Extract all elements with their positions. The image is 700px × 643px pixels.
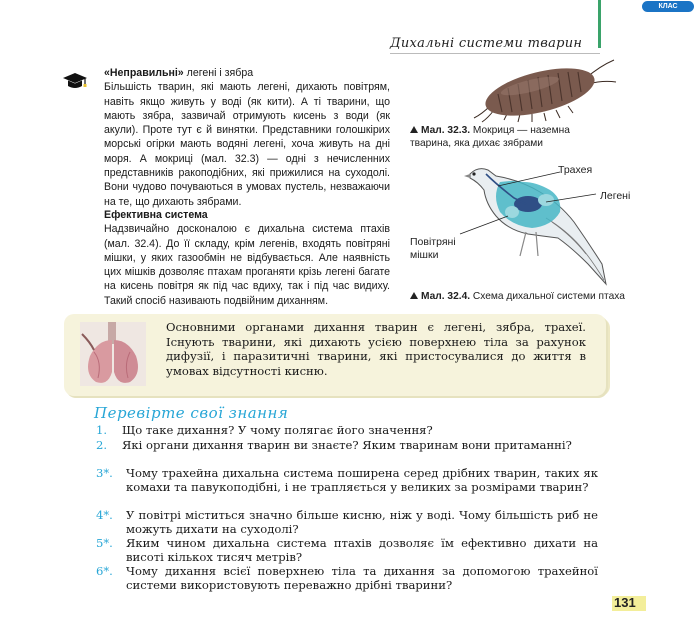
section-wrong-lungs-text: Більшість тварин, які мають легені, дихають повітрям, навіть якщо живуть у воді (як кити). А ті тварини, що мають зябра, зазвичай отримують кисень з води (як акули). Проте тут є й винятки. Представники голошкірих морські огірки мають водяні легені, хоча живуть на дні моря. А мокриці (мал. 32.3) — одні з нечисленних представників ракоподібних, які прижилися на суходолі. Вони чудово почуваються в умовах пустель, незважаючи на те, що дихають зябрами. bbox=[104, 81, 390, 208]
question-3: 3*. Чому трахейна дихальна система поширена серед дрібних тварин, таких як комахи та павукоподібні, і не трапляється у великих за розмірами тварин? bbox=[96, 466, 598, 494]
question-6: 6*. Чому дихання всієї поверхнею тіла та дихання за допомогою трахейної системи використовують переважно дрібні тварини? bbox=[96, 564, 598, 592]
section-wrong-lungs bbox=[104, 66, 390, 209]
woodlouse-illustration bbox=[468, 56, 618, 124]
summary-text: Основними органами дихання тварин є легені, зябра, трахеї. Існують тварини, які дихають усією поверхнею тіла за рахунок дифузії, і паразитичні тварини, які пристосувалися до життя в умовах відсутності кисню. bbox=[166, 320, 586, 378]
caption-marker-icon bbox=[410, 292, 418, 299]
graduation-cap-icon bbox=[62, 70, 88, 92]
question-2: 2. Які органи дихання тварин ви знаєте? Яким тваринам вони притаманні? bbox=[96, 438, 572, 452]
question-1: 1. Що таке дихання? У чому полягає його значення? bbox=[96, 423, 433, 437]
question-5: 5*. Яким чином дихальна система птахів дозволяє їм ефективно дихати на висоті кількох тисяч метрів? bbox=[96, 536, 598, 564]
section-effective-system bbox=[104, 208, 390, 308]
section-wrong-lungs-title: «Неправильні» легені і зябра bbox=[104, 67, 254, 79]
check-knowledge-title: Перевірте свої знання bbox=[94, 404, 289, 422]
bird-respiratory-illustration bbox=[456, 160, 616, 288]
question-4: 4*. У повітрі міститься значно більше кисню, ніж у воді. Чому більшість риб не можуть дихати на суходолі? bbox=[96, 508, 598, 536]
label-trachea: Трахея bbox=[558, 164, 593, 176]
publisher-logo: КЛАС bbox=[642, 1, 694, 12]
section-effective-system-title: Ефективна система bbox=[104, 209, 208, 221]
header-divider bbox=[390, 53, 600, 54]
caption-marker-icon bbox=[410, 126, 418, 133]
lungs-photo-illustration bbox=[80, 322, 146, 386]
header-accent-bar bbox=[598, 0, 601, 48]
page-number: 131 bbox=[614, 595, 636, 610]
figure-32-3-caption: Мал. 32.3. Мокриця — наземна тварина, яка дихає зябрами bbox=[410, 125, 570, 150]
page-header-title: Дихальні системи тварин bbox=[390, 36, 583, 51]
section-effective-system-text: Надзвичайно досконалою є дихальна система птахів (мал. 32.4). До її складу, крім легенів, входять повітряні мішки, у яких газообмін не відбувається. Але наявність цих мішків дозволяє птахам проганяти крізь легені багате на кисень повітря як під час вдиху, так і під час видиху. Такий спосіб називають подвійним диханням. bbox=[104, 223, 390, 307]
label-lungs: Легені bbox=[600, 190, 631, 202]
figure-32-4-caption: Мал. 32.4. Схема дихальної системи птаха bbox=[410, 290, 636, 303]
label-air-sacs: Повітряні мішки bbox=[410, 236, 456, 261]
